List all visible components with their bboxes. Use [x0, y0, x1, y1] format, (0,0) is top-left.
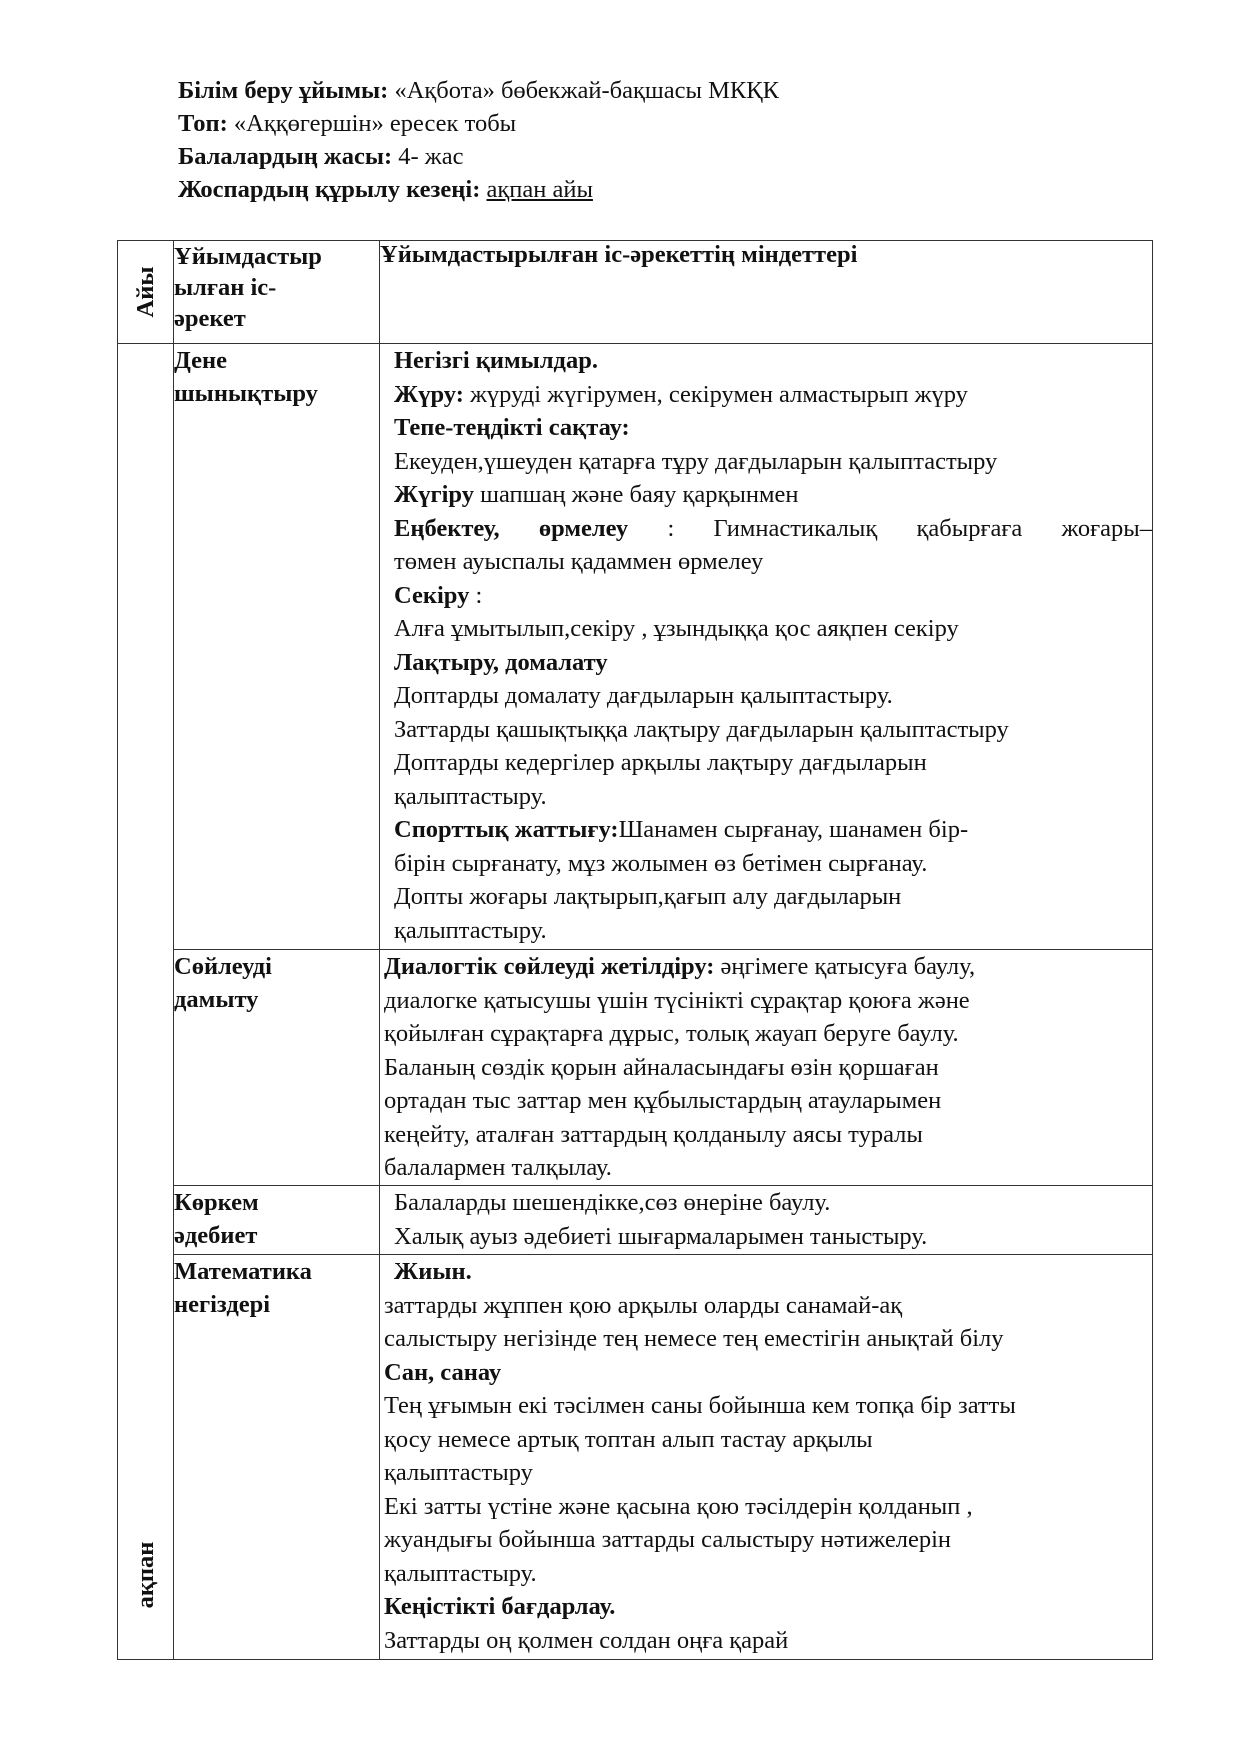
task-line: диалогке қатысушы үшін түсінікті сұрақтар қоюға және [384, 986, 970, 1014]
task-line: қосу немесе артық топтан алып тастау арқылы [384, 1425, 873, 1453]
task-line: қалыптастыру. [384, 1559, 537, 1587]
task-line: қалыптастыру. [394, 782, 547, 810]
activity-name-line: Дене [174, 347, 228, 374]
group-label: Топ: [178, 110, 228, 137]
month-value: ақпан [131, 1541, 159, 1609]
task-line: Баланың сөздік қорын айналасындағы өзін қоршаған [384, 1053, 939, 1081]
table-row [118, 1255, 1153, 1660]
month-column-header [118, 241, 174, 344]
table-row [118, 344, 1153, 950]
activity-cell [174, 950, 380, 1186]
task-text: : [469, 581, 483, 609]
task-term: Еңбектеу, өрмелеу [394, 514, 629, 542]
task-term: Спорттық жаттығу: [394, 816, 619, 843]
activity-header-line: әрекет [174, 305, 246, 332]
age-value: 4- жас [392, 143, 464, 170]
task-line: балалармен талқылау. [384, 1154, 612, 1181]
task-line: қойылған сұрақтарға дұрыс, толық жауап беруге баулу. [384, 1020, 959, 1047]
period-label: Жоспардың құрылу кезеңі: [178, 176, 481, 203]
task-line: қалыптастыру. [394, 916, 547, 944]
task-line: кеңейту, аталған заттардың қолданылу аясы туралы [384, 1120, 923, 1148]
task-line: бірін сырғанату, мұз жолымен өз бетімен сырғанау. [394, 849, 928, 877]
task-line: Заттарды қашықтыққа лақтыру дағдыларын қалыптастыру [394, 715, 1009, 743]
task-line: Заттарды оң қолмен солдан оңға қарай [384, 1626, 789, 1654]
activity-column-header [174, 241, 380, 344]
task-term: Жүру: [394, 380, 464, 408]
activity-name-line: Математика [174, 1258, 312, 1285]
task-text: жүруді жүгірумен, секірумен алмастырып жүру [463, 380, 968, 408]
group-line [178, 107, 779, 140]
task-line: Екі затты үстіне және қасына қою тәсілдерін қолданып , [384, 1492, 973, 1520]
org-line [178, 74, 779, 107]
task-line: ортадан тыс заттар мен құбылыстардың атауларымен [384, 1087, 942, 1114]
activity-name-line: шынықтыру [174, 380, 318, 407]
activity-name-line: дамыту [174, 986, 259, 1013]
activity-name-line: Сөйлеуді [174, 953, 272, 980]
table-row [118, 1186, 1153, 1255]
task-line: Тең ұғымын екі тәсілмен саны бойынша кем топқа бір затты [384, 1392, 1016, 1419]
task-line: Допты жоғары лақтырып,қағып алу дағдыларын [394, 883, 902, 910]
activity-cell [174, 344, 380, 950]
task-heading: Лақтыру, домалату [394, 648, 608, 676]
task-heading: Жиын. [394, 1258, 472, 1285]
table-header-row [118, 241, 1153, 344]
org-value: «Ақбота» бөбекжай-бақшасы МКҚК [388, 77, 779, 104]
activity-cell [174, 1255, 380, 1660]
task-line [394, 512, 1152, 546]
plan-table [117, 240, 1153, 1660]
tasks-cell [380, 1255, 1153, 1660]
task-line: салыстыру негізінде тең немесе тең еместігін анықтай білу [384, 1325, 1004, 1352]
task-line: Доптарды кедергілер арқылы лақтыру дағдыларын [394, 749, 927, 776]
task-text: шапшаң және баяу қарқынмен [473, 481, 799, 508]
group-value: «Аққөгершін» ересек тобы [227, 110, 517, 137]
activity-name-line: Көркем [174, 1189, 259, 1216]
month-column-label: Айы [131, 266, 159, 318]
task-line: Доптарды домалату дағдыларын қалыптастыру. [394, 682, 893, 709]
period-line [178, 173, 779, 206]
activity-cell [174, 1186, 380, 1255]
activity-header-line: Ұйымдастыр [174, 243, 322, 270]
task-line: жуандығы бойынша заттарды салыстыру нәтижелерін [384, 1526, 951, 1553]
task-term: Секіру [394, 581, 470, 609]
tasks-cell [380, 950, 1153, 1186]
task-line: Халық ауыз әдебиеті шығармаларымен таныстыру. [394, 1222, 928, 1250]
task-line [394, 378, 1152, 412]
task-line: заттарды жұппен қою арқылы оларды санамай-ақ [384, 1291, 903, 1319]
task-line [384, 950, 1152, 984]
task-line [394, 813, 1152, 847]
task-heading: Сан, санау [384, 1358, 502, 1386]
task-term: Жүгіру [394, 481, 474, 508]
age-label: Балалардың жасы: [178, 143, 393, 170]
task-line: Екеуден,үшеуден қатарға тұру дағдыларын қалыптастыру [394, 447, 998, 475]
tasks-column-header [380, 241, 1153, 344]
activity-name-line: әдебиет [174, 1222, 258, 1249]
task-text: әңгімеге қатысуға баулу, [714, 953, 976, 980]
activity-name-line: негіздері [174, 1291, 271, 1318]
period-value: ақпан айы [486, 176, 593, 203]
org-label: Білім беру ұйымы: [178, 77, 389, 104]
month-cell [118, 344, 174, 1660]
table-row [118, 950, 1153, 1186]
task-heading: Тепе-теңдікті сақтау: [394, 414, 630, 441]
document-header [178, 74, 779, 206]
task-line: қалыптастыру [384, 1459, 533, 1486]
task-text: : Гимнастикалық қабырғаға жоғары– [628, 514, 1152, 542]
task-heading: Кеңістікті бағдарлау. [384, 1593, 616, 1620]
tasks-column-label: Ұйымдастырылған іс-әрекеттің міндеттері [380, 241, 858, 268]
activity-header-line: ылған іс- [174, 274, 277, 301]
task-term: Диалогтік сөйлеуді жетілдіру: [384, 953, 715, 980]
task-line: Балаларды шешендікке,сөз өнеріне баулу. [394, 1189, 831, 1216]
task-text: Шанамен сырғанау, шанамен бір- [618, 816, 969, 843]
age-line [178, 140, 779, 173]
task-line: Алға ұмытылып,секіру , ұзындыққа қос аяқпен секіру [394, 615, 959, 642]
task-heading: Негізгі қимылдар. [394, 347, 598, 374]
tasks-cell [380, 344, 1153, 950]
task-line [394, 478, 1152, 512]
task-line [394, 579, 1152, 613]
tasks-cell [380, 1186, 1153, 1255]
task-line: төмен ауыспалы қадаммен өрмелеу [394, 548, 764, 575]
